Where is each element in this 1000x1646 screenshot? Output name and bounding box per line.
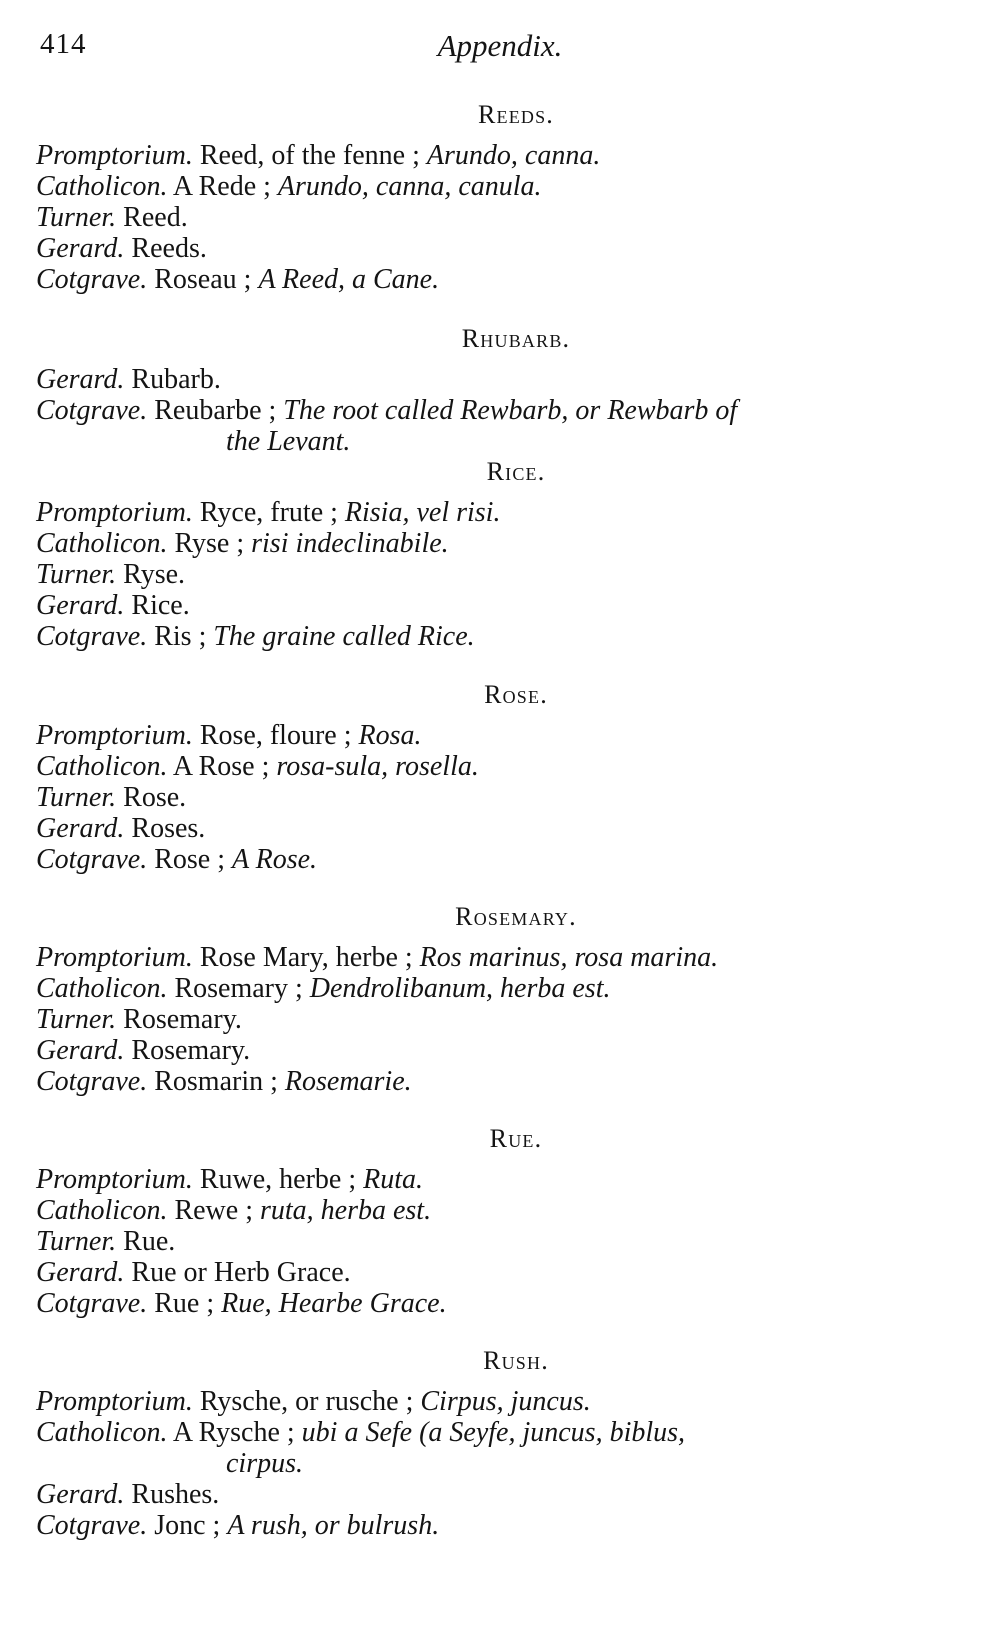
entry: [36, 1386, 956, 1417]
source-name: Promptorium.: [36, 497, 193, 528]
source-name: Gerard.: [36, 1035, 125, 1066]
entry-text: Reubarbe ;: [147, 395, 284, 426]
entry: [36, 720, 956, 751]
entry: [36, 1066, 956, 1097]
source-name: Cotgrave.: [36, 1066, 148, 1097]
latin-text: The graine called Rice.: [213, 621, 475, 652]
source-name: Catholicon.: [36, 1417, 168, 1448]
entry: [36, 1257, 956, 1288]
latin-text: Rosa.: [358, 720, 422, 751]
source-name: Turner.: [36, 782, 117, 813]
entry: [36, 264, 956, 295]
entry: [36, 1288, 956, 1319]
section-rice: [36, 455, 956, 652]
section-heading: Rosemary.: [455, 902, 577, 931]
section-heading: Rhubarb.: [461, 324, 571, 353]
entry: [36, 751, 956, 782]
entry: [36, 364, 956, 395]
source-name: Promptorium.: [36, 1164, 193, 1195]
source-name: Gerard.: [36, 590, 125, 621]
entry-text: Rubarb.: [124, 364, 221, 395]
source-name: Cotgrave.: [36, 621, 148, 652]
source-name: Turner.: [36, 1004, 117, 1035]
entry: [36, 1164, 956, 1195]
entry: [36, 233, 956, 264]
source-name: Gerard.: [36, 813, 125, 844]
section-heading: Rush.: [483, 1346, 549, 1375]
entry-text: Ris ;: [147, 621, 214, 652]
latin-text: Arundo, canna.: [426, 140, 601, 171]
entry: [36, 1479, 956, 1510]
source-name: Cotgrave.: [36, 395, 148, 426]
source-name: Catholicon.: [36, 973, 168, 1004]
entry: [36, 497, 956, 528]
entry: [36, 844, 956, 875]
source-name: Promptorium.: [36, 720, 193, 751]
page-number: 414: [40, 28, 87, 60]
entry: [36, 973, 956, 1004]
entry-text: Jonc ;: [147, 1510, 228, 1541]
source-name: Cotgrave.: [36, 1510, 148, 1541]
source-name: Gerard.: [36, 233, 125, 264]
entry: [36, 621, 956, 652]
entry: [36, 1035, 956, 1066]
entry-text: Rose, floure ;: [192, 720, 359, 751]
entry: [36, 1417, 956, 1448]
entry-text: Reeds.: [124, 233, 207, 264]
entry-text: Roses.: [124, 813, 206, 844]
section-reeds: [36, 98, 956, 295]
source-name: Turner.: [36, 1226, 117, 1257]
section-heading: Rice.: [486, 457, 546, 486]
source-name: Gerard.: [36, 364, 125, 395]
entry: [36, 1195, 956, 1226]
entry-text: A Rysche ;: [167, 1417, 302, 1448]
entry: [36, 1510, 956, 1541]
entry: [36, 528, 956, 559]
source-name: Gerard.: [36, 1257, 125, 1288]
entry: [36, 942, 956, 973]
latin-text: Rue, Hearbe Grace.: [221, 1288, 447, 1319]
entry: [36, 1226, 956, 1257]
entry: [36, 202, 956, 233]
entry-text: Ruwe, herbe ;: [192, 1164, 364, 1195]
latin-text: Dendrolibanum, herba est.: [309, 973, 611, 1004]
source-name: Catholicon.: [36, 171, 168, 202]
entry-text: Reed, of the fenne ;: [192, 140, 427, 171]
latin-text: risi indeclinabile.: [251, 528, 449, 559]
section-heading: Rue.: [489, 1124, 543, 1153]
entry-text: Rue.: [116, 1226, 176, 1257]
entry-text: Rosemary.: [124, 1035, 251, 1066]
entry-continuation: cirpus.: [226, 1448, 303, 1479]
latin-text: Rosemarie.: [284, 1066, 412, 1097]
source-name: Promptorium.: [36, 1386, 193, 1417]
entry: [36, 1004, 956, 1035]
entry: [36, 813, 956, 844]
entry: [36, 559, 956, 590]
section-heading: Reeds.: [477, 100, 555, 129]
section-rush: [36, 1344, 956, 1541]
entry: [36, 590, 956, 621]
entry: [36, 140, 956, 171]
latin-text: Ruta.: [363, 1164, 424, 1195]
entry-text: Ryce, frute ;: [192, 497, 345, 528]
source-name: Turner.: [36, 202, 117, 233]
source-name: Cotgrave.: [36, 844, 148, 875]
running-head: Appendix.: [437, 28, 563, 63]
entry-text: Rewe ;: [167, 1195, 260, 1226]
entry: [36, 395, 956, 426]
entry-text: Rysche, or rusche ;: [192, 1386, 421, 1417]
source-name: Promptorium.: [36, 140, 193, 171]
entry-text: Rosemary.: [116, 1004, 242, 1035]
entry-text: Ryse ;: [167, 528, 252, 559]
section-rhubarb: [36, 322, 956, 457]
source-name: Catholicon.: [36, 751, 168, 782]
source-name: Gerard.: [36, 1479, 125, 1510]
section-rosemary: [36, 900, 956, 1097]
latin-text: rosa-sula, rosella.: [276, 751, 479, 782]
latin-text: A Rose.: [232, 844, 318, 875]
entry-text: Roseau ;: [147, 264, 259, 295]
latin-text: A Reed, a Cane.: [258, 264, 440, 295]
latin-text: ruta, herba est.: [259, 1195, 432, 1226]
latin-text: ubi a Sefe (a Seyfe, juncus, biblus,: [301, 1417, 686, 1448]
entry-text: Rice.: [124, 590, 190, 621]
source-name: Turner.: [36, 559, 117, 590]
entry-continuation: the Levant.: [226, 426, 351, 457]
entry-text: A Rose ;: [167, 751, 277, 782]
entry-text: Rose.: [116, 782, 187, 813]
page-header: [0, 28, 1000, 68]
entry-text: Rosemary ;: [167, 973, 310, 1004]
entry-text: Rue ;: [147, 1288, 222, 1319]
latin-text: A rush, or bulrush.: [227, 1510, 440, 1541]
entry-text: Reed.: [116, 202, 188, 233]
latin-text: Arundo, canna, canula.: [277, 171, 542, 202]
source-name: Cotgrave.: [36, 264, 148, 295]
entry: [36, 171, 956, 202]
entry-text: Rose ;: [147, 844, 232, 875]
entry-text: Rue or Herb Grace.: [124, 1257, 351, 1288]
latin-text: The root called Rewbarb, or Rewbarb of: [283, 395, 738, 426]
section-rue: [36, 1122, 956, 1319]
latin-text: Cirpus, juncus.: [420, 1386, 591, 1417]
source-name: Promptorium.: [36, 942, 193, 973]
latin-text: Risia, vel risi.: [344, 497, 501, 528]
section-rose: [36, 678, 956, 875]
source-name: Catholicon.: [36, 528, 168, 559]
section-heading: Rose.: [484, 680, 548, 709]
entry-text: Ryse.: [116, 559, 186, 590]
entry-text: Rose Mary, herbe ;: [192, 942, 420, 973]
entry-text: A Rede ;: [167, 171, 278, 202]
entry: [36, 782, 956, 813]
source-name: Cotgrave.: [36, 1288, 148, 1319]
latin-text: Ros marinus, rosa marina.: [419, 942, 719, 973]
source-name: Catholicon.: [36, 1195, 168, 1226]
entry-text: Rosmarin ;: [147, 1066, 285, 1097]
entry-text: Rushes.: [124, 1479, 220, 1510]
